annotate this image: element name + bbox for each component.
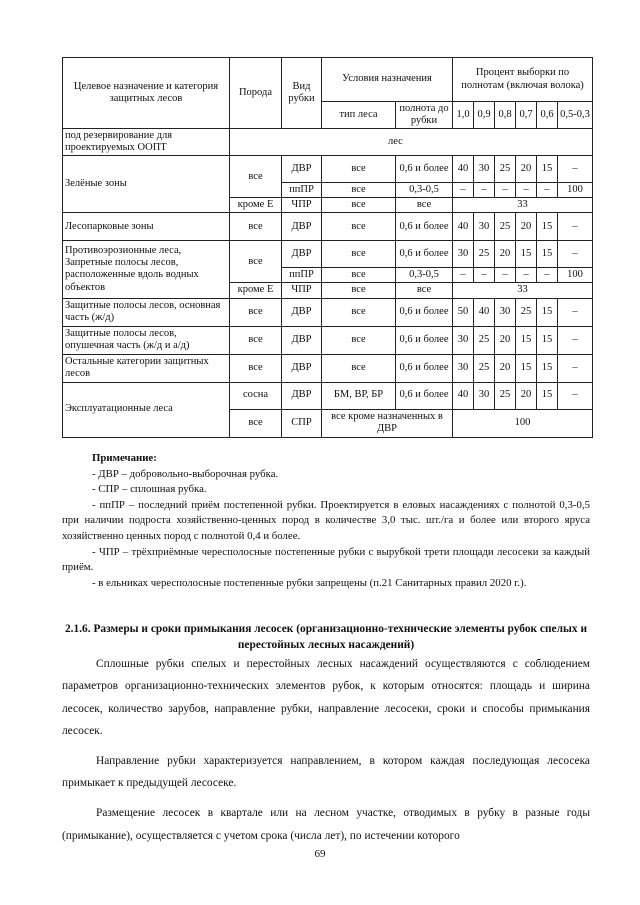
table-row [63, 156, 593, 183]
row-cut: ДВР [282, 213, 322, 241]
row-breed: кроме Е [230, 198, 282, 213]
row-density: 0,6 и более [396, 213, 453, 241]
paragraph: Направление рубки характеризуется направлением, в котором каждая последующая лесосека примыкает к предыдущей лесосеке. [62, 755, 590, 790]
row-density: 0,6 и более [396, 241, 453, 268]
cell-value: – [558, 156, 593, 183]
cell-value: 25 [474, 326, 495, 354]
row-span-value: 33 [453, 283, 593, 298]
header-forest-type: тип леса [322, 102, 396, 129]
row-cut: ДВР [282, 326, 322, 354]
row-cut: СПР [282, 409, 322, 437]
row-forest-type: все [322, 326, 396, 354]
row-density: 0,3-0,5 [396, 183, 453, 198]
cell-value: – [537, 183, 558, 198]
note-line: - СПР – сплошная рубка. [92, 483, 207, 496]
row-density: 0,3-0,5 [396, 268, 453, 283]
row-cut: ДВР [282, 382, 322, 409]
cell-value: 30 [453, 354, 474, 382]
paragraph: Сплошные рубки спелых и перестойных лесных насаждений осуществляются с соблюдением параметров организационно-технических элементов рубок, к которым относятся: площадь и ширина лесосек, количество зарубов, направление рубки, направление лесосеки, сроки и способы примыкания лесосек. [62, 658, 590, 737]
cell-value: 20 [495, 241, 516, 268]
row-cut: ЧПР [282, 198, 322, 213]
row-forest-type: все [322, 283, 396, 298]
cell-value: 20 [516, 156, 537, 183]
row-purpose: Защитные полосы лесов, опушечная часть (ж/д и а/д) [63, 326, 230, 354]
row-purpose: Остальные категории защитных лесов [63, 354, 230, 382]
row-density: 0,6 и более [396, 156, 453, 183]
header-density-09: 0,9 [474, 102, 495, 129]
cell-value: 20 [495, 354, 516, 382]
cell-value: 20 [516, 382, 537, 409]
cell-value: 25 [495, 156, 516, 183]
cell-value: 20 [495, 326, 516, 354]
table-header-row [63, 58, 593, 102]
cell-value: – [495, 268, 516, 283]
table-row [63, 354, 593, 382]
row-cut: ЧПР [282, 283, 322, 298]
row-cut: ДВР [282, 354, 322, 382]
note-line: - ппПР – последний приём постепенной рубки. Проектируется в еловых насаждениях с полнотой 0,3-0,5 при наличии подроста хозяйственно-ценных пород в количестве 3,0 тыс. шт./га и более или второго яруса хозяйственно ценных пород с полнотой 0,4 и более. [62, 498, 590, 542]
paragraph: Размещение лесосек в квартале или на лесном участке, отводимых в рубку в разные годы (примыкание), осуществляется с учетом срока (числа лет), по истечении которого [62, 807, 590, 842]
header-percent: Процент выборки по полнотам (включая волока) [453, 58, 593, 102]
row-purpose: Лесопарковые зоны [63, 213, 230, 241]
cell-value: 15 [537, 326, 558, 354]
cell-value: 25 [474, 354, 495, 382]
header-density-07: 0,7 [516, 102, 537, 129]
cell-value: 25 [495, 213, 516, 241]
cell-value: 30 [453, 241, 474, 268]
row-forest-type: все [322, 354, 396, 382]
cell-value: – [558, 354, 593, 382]
row-span-value: лес [230, 129, 593, 156]
cell-value: – [558, 298, 593, 326]
cell-value: 15 [537, 156, 558, 183]
cell-value: 100 [558, 268, 593, 283]
note-line: - в ельниках чересполосные постепенные рубки запрещены (п.21 Санитарных правил 2020 г.). [92, 576, 527, 589]
cell-value: 40 [453, 213, 474, 241]
cell-value: 20 [516, 213, 537, 241]
header-purpose: Целевое назначение и категория защитных лесов [63, 58, 230, 129]
cell-value: 100 [558, 183, 593, 198]
page-number: 69 [314, 848, 326, 860]
cell-value: 40 [453, 156, 474, 183]
cell-value: 30 [474, 382, 495, 409]
table-row [63, 129, 593, 156]
cell-value: – [537, 268, 558, 283]
cell-value: – [516, 183, 537, 198]
cell-value: 15 [516, 241, 537, 268]
row-purpose: Зелёные зоны [63, 156, 230, 213]
cell-value: – [453, 268, 474, 283]
row-forest-type: все [322, 213, 396, 241]
table-row [63, 213, 593, 241]
row-breed: все [230, 354, 282, 382]
section-heading: 2.1.6. Размеры и сроки примыкания лесосек (организационно-технические элементы рубок спелых и перестойных лесных насаждений) [64, 623, 588, 651]
row-density: все [396, 198, 453, 213]
row-breed: все [230, 326, 282, 354]
header-density-05-03: 0,5-0,3 [558, 102, 593, 129]
cell-value: 15 [516, 326, 537, 354]
row-purpose: под резервирование для проектируемых ООПТ [63, 129, 230, 156]
note-title: Примечание: [92, 452, 157, 464]
table-row [63, 326, 593, 354]
cell-value: – [516, 268, 537, 283]
section-2-1-6 [62, 622, 590, 847]
cell-value: – [474, 268, 495, 283]
forest-cutting-table [62, 57, 593, 438]
cell-value: 15 [537, 241, 558, 268]
cell-value: – [453, 183, 474, 198]
row-breed: сосна [230, 382, 282, 409]
cell-value: 15 [537, 354, 558, 382]
table-row [63, 241, 593, 268]
row-forest-type: все кроме назначенных в ДВР [322, 409, 453, 437]
header-breed: Порода [230, 58, 282, 129]
header-conditions: Условия назначения [322, 58, 453, 102]
cell-value: 25 [474, 241, 495, 268]
cell-value: – [495, 183, 516, 198]
row-breed: кроме Е [230, 283, 282, 298]
cell-value: 30 [453, 326, 474, 354]
cell-value: 15 [537, 298, 558, 326]
row-forest-type: БМ, ВР, БР [322, 382, 396, 409]
cell-value: 15 [537, 382, 558, 409]
cell-value: 40 [474, 298, 495, 326]
row-cut: ДВР [282, 156, 322, 183]
cell-value: 30 [474, 156, 495, 183]
row-breed: все [230, 409, 282, 437]
cell-value: 25 [516, 298, 537, 326]
header-cut-type: Вид рубки [282, 58, 322, 129]
cell-value: 15 [537, 213, 558, 241]
row-span-value: 33 [453, 198, 593, 213]
row-forest-type: все [322, 268, 396, 283]
row-forest-type: все [322, 298, 396, 326]
header-density-08: 0,8 [495, 102, 516, 129]
cell-value: – [474, 183, 495, 198]
row-cut: ппПР [282, 268, 322, 283]
table-row [63, 382, 593, 409]
cell-value: – [558, 213, 593, 241]
row-breed: все [230, 241, 282, 283]
cell-value: 15 [516, 354, 537, 382]
header-density-06: 0,6 [537, 102, 558, 129]
note-line: - ДВР – добровольно-выборочная рубка. [92, 467, 279, 480]
row-purpose: Защитные полосы лесов, основная часть (ж/д) [63, 298, 230, 326]
row-density: 0,6 и более [396, 382, 453, 409]
cell-value: – [558, 326, 593, 354]
row-density: 0,6 и более [396, 298, 453, 326]
row-breed: все [230, 156, 282, 198]
row-purpose: Противоэрозионные леса, Запретные полосы лесов, расположенные вдоль водных объектов [63, 241, 230, 298]
note-line: - ЧПР – трёхприёмные чересполосные постепенные рубки с вырубкой трети площади лесосеки за каждый приём. [62, 545, 590, 574]
row-span-value: 100 [453, 409, 593, 437]
cell-value: 50 [453, 298, 474, 326]
cell-value: 30 [495, 298, 516, 326]
row-forest-type: все [322, 183, 396, 198]
row-cut: ДВР [282, 298, 322, 326]
row-purpose: Эксплуатационные леса [63, 382, 230, 437]
table-row [63, 298, 593, 326]
row-forest-type: все [322, 156, 396, 183]
row-density: 0,6 и более [396, 354, 453, 382]
table-notes [62, 451, 590, 591]
row-breed: все [230, 298, 282, 326]
row-cut: ДВР [282, 241, 322, 268]
cell-value: 25 [495, 382, 516, 409]
cell-value: – [558, 241, 593, 268]
row-forest-type: все [322, 198, 396, 213]
row-breed: все [230, 213, 282, 241]
row-density: все [396, 283, 453, 298]
row-density: 0,6 и более [396, 326, 453, 354]
cell-value: 40 [453, 382, 474, 409]
header-density: полнота до рубки [396, 102, 453, 129]
cell-value: – [558, 382, 593, 409]
row-forest-type: все [322, 241, 396, 268]
row-cut: ппПР [282, 183, 322, 198]
header-density-10: 1,0 [453, 102, 474, 129]
cell-value: 30 [474, 213, 495, 241]
